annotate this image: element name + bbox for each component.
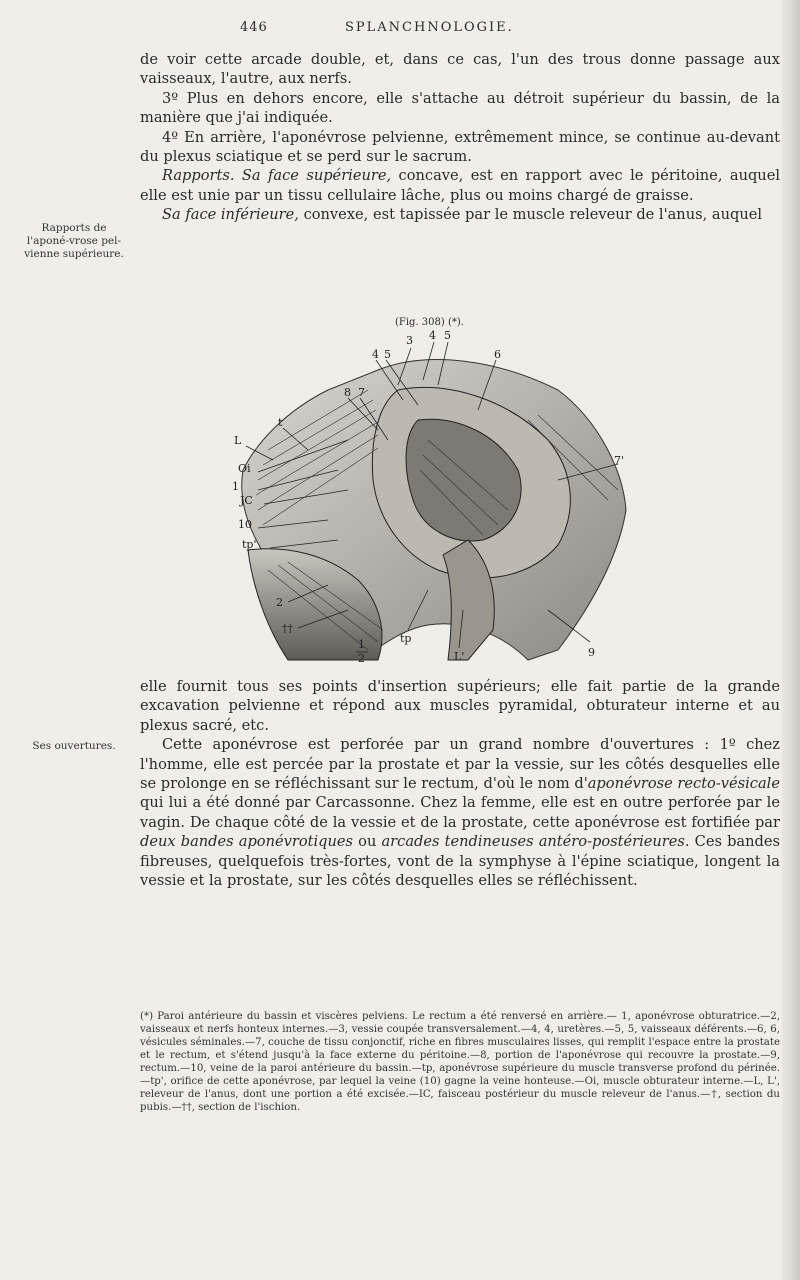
body-text-top bbox=[140, 50, 780, 225]
label-6: 6 bbox=[494, 348, 501, 361]
label-fraction-1: 1 bbox=[358, 638, 365, 651]
label-8: 8 bbox=[344, 386, 351, 399]
label-5-left: 5 bbox=[384, 348, 391, 361]
paragraph-face-inferieure: Sa face inférieure, convexe, est tapissée par le muscle releveur de l'anus, auquel bbox=[162, 206, 763, 224]
label-JC: JC bbox=[240, 494, 253, 507]
label-double-dagger: †† bbox=[282, 622, 293, 635]
paragraph: 3º Plus en dehors encore, elle s'attache au détroit supérieur du bassin, de la manière que j'ai indiquée. bbox=[140, 89, 780, 127]
label-2: 2 bbox=[276, 596, 283, 609]
label-L-prime: L' bbox=[454, 650, 465, 663]
figure-caption: (Fig. 308) (*). bbox=[395, 317, 464, 328]
paragraph: elle fournit tous ses points d'insertion supérieurs; elle fait partie de la grande excavation pelvienne et répond aux muscles pyramidal, obturateur interne et au plexus sacré, etc. bbox=[140, 678, 780, 734]
paragraph-rapports: Rapports. Sa face supérieure, concave, est en rapport avec le péritoine, auquel elle est unie par un tissu cellulaire lâche, plus ou moins chargé de graisse. bbox=[140, 167, 781, 204]
label-fraction-2: 2 bbox=[358, 652, 365, 665]
figure-footnote: (*) Paroi antérieure du bassin et viscères pelviens. Le rectum a été renversé en arrière.— 1, aponévrose obturatrice.—2, vaisseaux et nerfs honteux internes.—3, vessie coupée transversalement.—4, 4, uretères.—5, 5, vaisseaux déférents.—6, 6, vésicules séminales.—7, couche de tissu conjonctif, riche en fibres musculaires lisses, qui remplit l'espace entre la prostate et le rectum, et s'étend jusqu'à la face externe du péritoine.—8, portion de l'aponévrose qui recouvre la prostate.—9, rectum.—10, veine de la paroi antérieure du bassin.—tp, aponévrose supérieure du muscle transverse profond du périnée.—tp', orifice de cette aponévrose, par lequel la veine (10) gagne la veine honteuse.—Oi, muscle obturateur interne.—L, L', releveur de l'anus, dont une portion a été excisée.—IC, faisceau postérieur du muscle releveur de l'anus.—†, section du pubis.—††, section de l'ischion. bbox=[140, 1011, 780, 1113]
label-9: 9 bbox=[588, 646, 595, 659]
face-superieure-label: Sa face supérieure, bbox=[241, 167, 392, 185]
page-number: 446 bbox=[240, 20, 268, 35]
running-title: SPLANCHNOLOGIE. bbox=[345, 20, 514, 35]
rapports-heading: Rapports. bbox=[162, 167, 235, 185]
label-tp: tp bbox=[400, 632, 412, 645]
label-10: 10 bbox=[238, 518, 252, 531]
paragraph-ouvertures: Cette aponévrose est perforée par un grand nombre d'ouvertures : 1º chez l'homme, elle est percée par la prostate et par la vessie, sur les côtés desquelles elle se prolonge en se réfléchissant sur le rectum, d'où le nom d'aponévrose recto-vésicale qui lui a été donné par Carcassonne. Chez la femme, elle est en outre perforée par le vagin. De chaque côté de la vessie et de la prostate, cette aponévrose est fortifiée par deux bandes aponévrotiques ou arcades tendineuses antéro-postérieures. Ces bandes fibreuses, quelquefois très-fortes, vont de la symphyse à l'épine sciatique, longent la vessie et la prostate, sur les côtés desquelles elles se réfléchissent. bbox=[140, 736, 780, 890]
label-4: 4 bbox=[429, 330, 436, 342]
label-4-left: 4 bbox=[372, 348, 379, 361]
paragraph: de voir cette arcade double, et, dans ce cas, l'un des trous donne passage aux vaisseaux, l'autre, aux nerfs. bbox=[140, 51, 780, 88]
label-3: 3 bbox=[406, 334, 413, 347]
paragraph: 4º En arrière, l'aponévrose pelvienne, extrêmement mince, se continue au-devant du plexus sciatique et se perd sur le sacrum. bbox=[140, 128, 780, 166]
margin-note-rapports: Rapports de l'aponé-vrose pel-vienne supérieure. bbox=[24, 222, 124, 260]
page-header bbox=[0, 16, 800, 42]
label-5: 5 bbox=[444, 330, 451, 342]
label-7-prime: 7' bbox=[614, 454, 625, 467]
pelvis-illustration bbox=[228, 330, 628, 665]
label-7: 7 bbox=[358, 386, 365, 399]
body-text-bottom bbox=[140, 677, 780, 890]
label-1: 1 bbox=[232, 480, 239, 493]
label-L: L bbox=[234, 434, 242, 447]
margin-note-ouvertures: Ses ouvertures. bbox=[32, 740, 116, 752]
label-t: t bbox=[278, 416, 283, 429]
face-inferieure-label: Sa face inférieure, bbox=[162, 206, 299, 224]
label-tp-prime: tp' bbox=[242, 538, 257, 551]
anatomical-figure bbox=[228, 330, 628, 665]
label-Oi: Oi bbox=[238, 462, 251, 475]
page-binding-edge bbox=[782, 0, 800, 1280]
